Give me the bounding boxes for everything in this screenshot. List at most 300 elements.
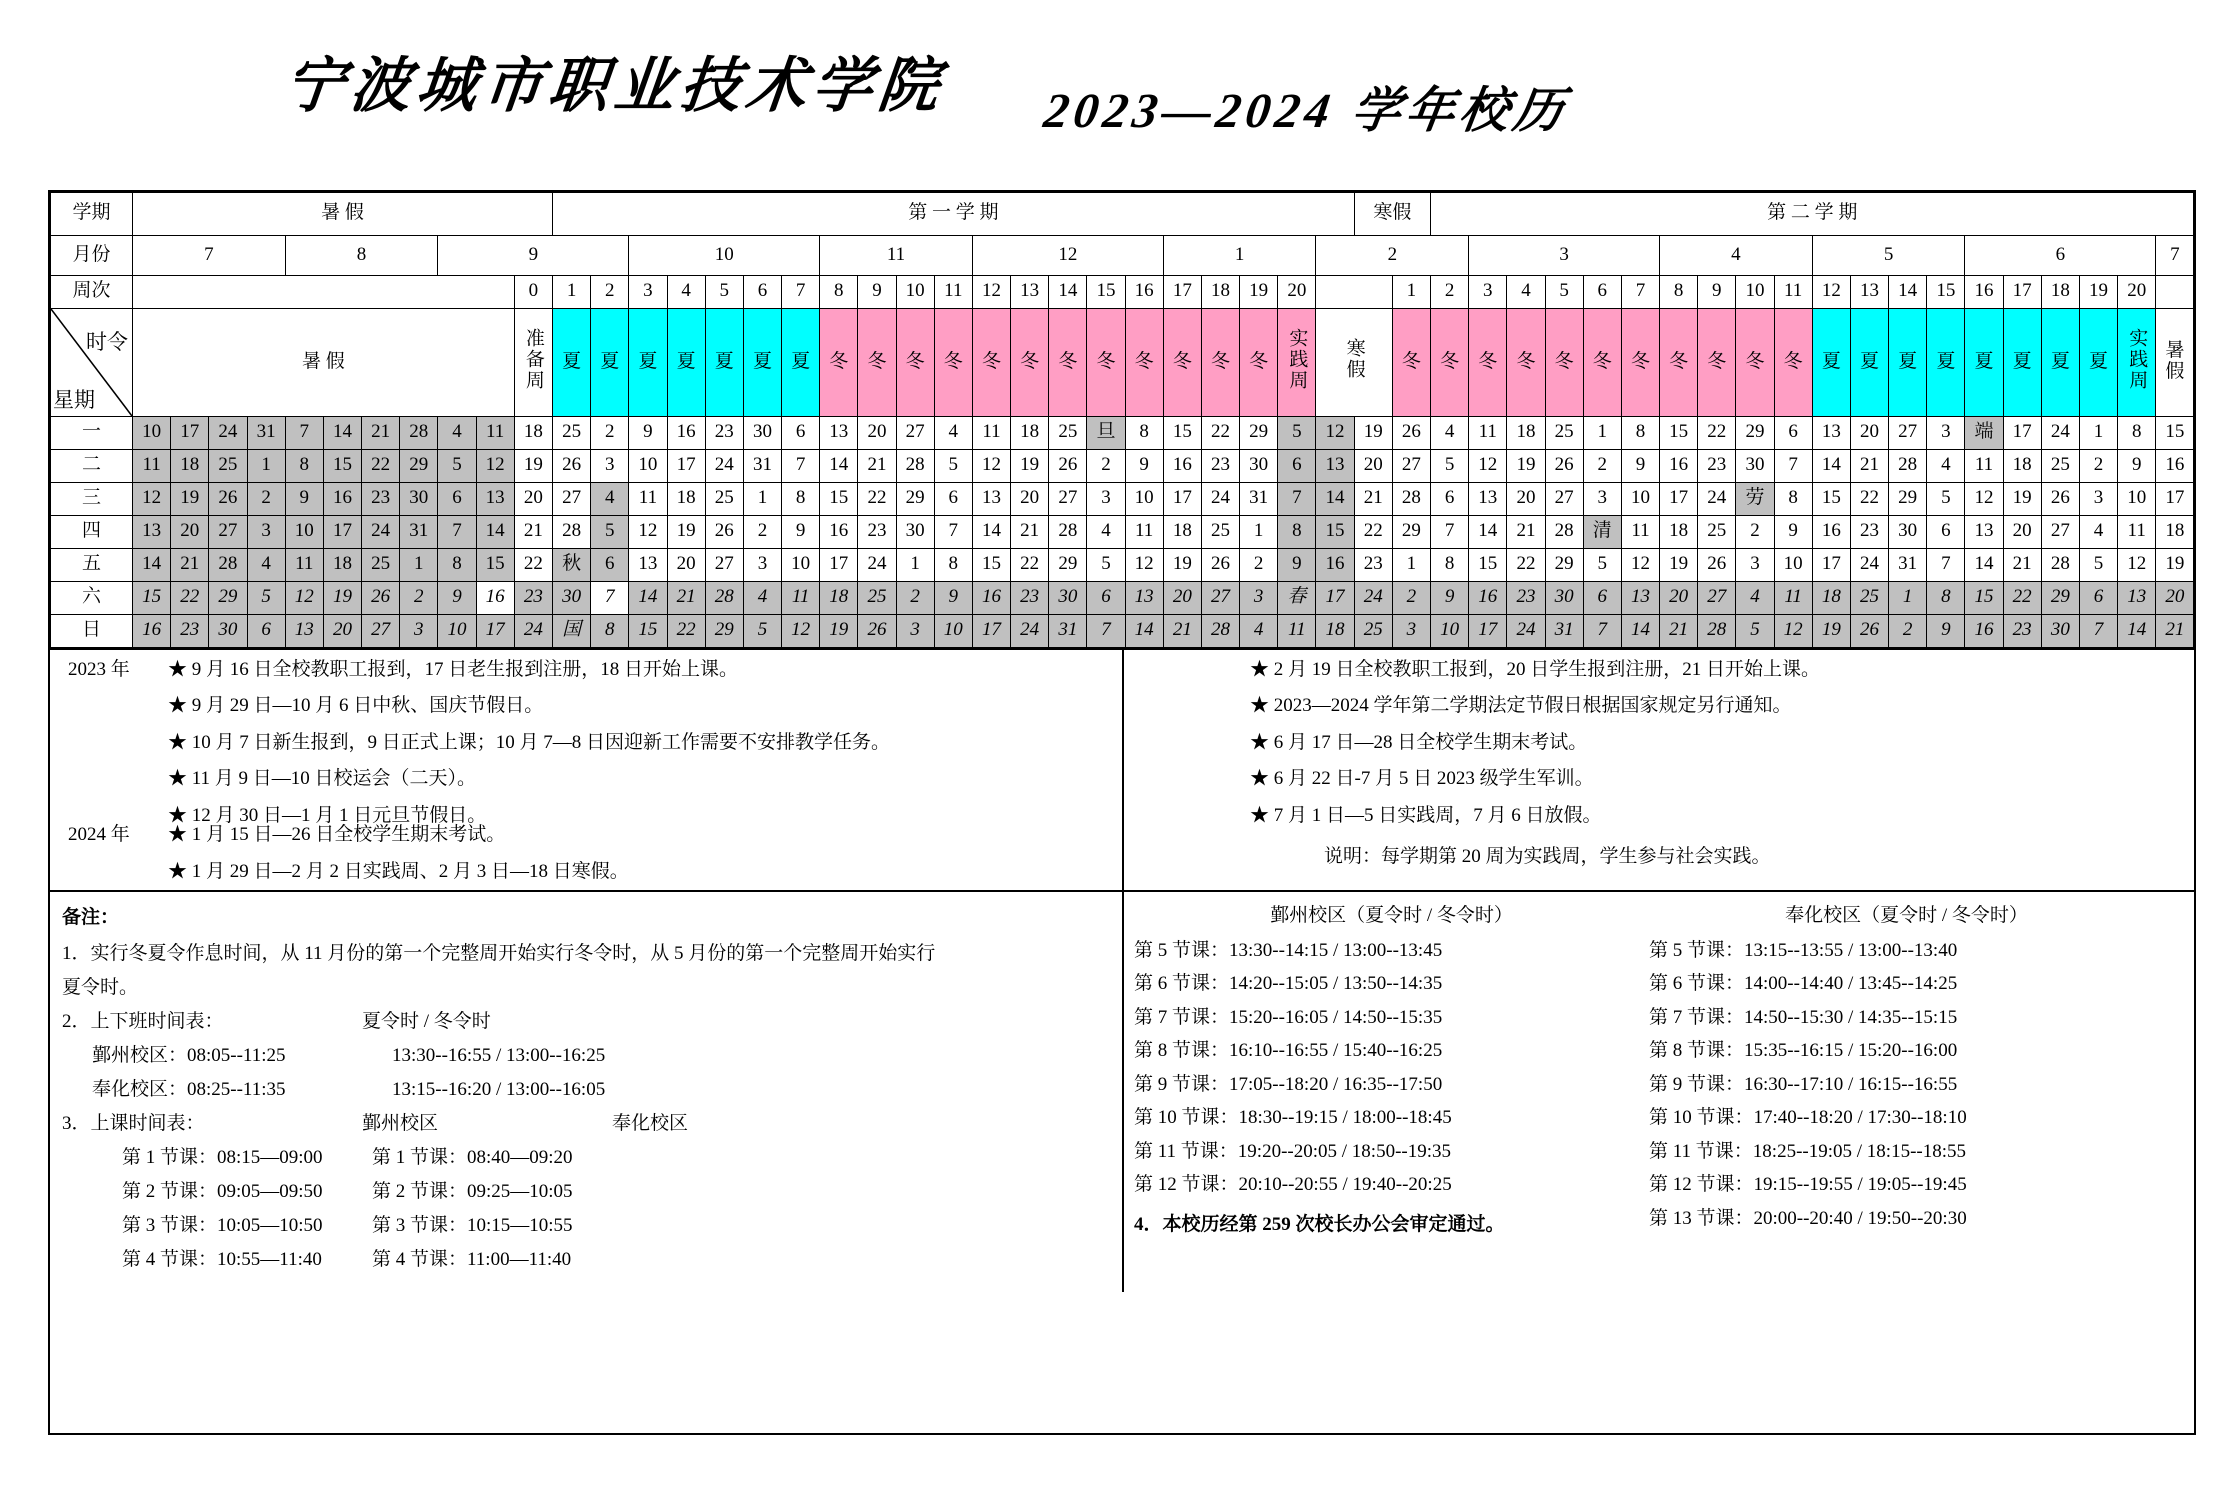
- day-cell: 25: [553, 416, 591, 449]
- day-cell: 7: [285, 416, 323, 449]
- day-cell: 16: [476, 581, 514, 614]
- day-cell: 7: [438, 515, 476, 548]
- day-cell: 31: [1545, 614, 1583, 647]
- day-cell: 11: [1469, 416, 1507, 449]
- morning-period-b: 第 2 节课：09:25—10:05: [372, 1180, 573, 1202]
- week-number-cell: 18: [2041, 275, 2079, 308]
- day-cell: 14: [2118, 614, 2156, 647]
- day-cell: 1: [743, 482, 781, 515]
- day-cell: 14: [1316, 482, 1354, 515]
- season-cell: 夏: [1812, 308, 1850, 416]
- weekday-label: 二: [51, 449, 133, 482]
- day-cell: 14: [1621, 614, 1659, 647]
- day-cell: 24: [1698, 482, 1736, 515]
- note-line: ★ 1 月 29 日—2 月 2 日实践周、2 月 3 日—18 日寒假。: [168, 860, 629, 882]
- day-cell: 24: [514, 614, 552, 647]
- season-cell: 冬: [1545, 308, 1583, 416]
- day-cell: 15: [972, 548, 1010, 581]
- day-cell: 11: [285, 548, 323, 581]
- note-line: ★ 12 月 30 日—1 月 1 日元旦节假日。: [168, 804, 487, 826]
- weekday-label: 一: [51, 416, 133, 449]
- week-number-cell: 20: [1278, 275, 1316, 308]
- weekday-row: [51, 581, 2194, 614]
- season-cell: 冬: [1736, 308, 1774, 416]
- day-cell: 17: [1660, 482, 1698, 515]
- day-cell: 20: [1850, 416, 1888, 449]
- remarks-item2-header-row: [62, 1012, 1112, 1031]
- day-cell: 25: [1201, 515, 1239, 548]
- day-cell: 24: [1354, 581, 1392, 614]
- season-row: [51, 308, 2194, 416]
- day-cell: 20: [514, 482, 552, 515]
- day-cell: 6: [934, 482, 972, 515]
- season-cell: 冬: [1163, 308, 1201, 416]
- day-cell: 7: [1927, 548, 1965, 581]
- month-cell: 10: [629, 235, 820, 275]
- day-cell: 3: [1583, 482, 1621, 515]
- period-line: 第 9 节课：16:30--17:10 / 16:15--16:55: [1649, 1073, 1958, 1095]
- day-cell: 4: [2079, 515, 2117, 548]
- month-cell: 7: [133, 235, 286, 275]
- day-cell: 4: [1240, 614, 1278, 647]
- weekday-row: [51, 449, 2194, 482]
- day-cell: 4: [1087, 515, 1125, 548]
- day-cell: 18: [2156, 515, 2194, 548]
- day-cell: 31: [743, 449, 781, 482]
- day-cell: 旦: [1087, 416, 1125, 449]
- semester-cell: 暑 假: [133, 193, 553, 236]
- day-cell: 17: [2003, 416, 2041, 449]
- morning-period-row: [62, 1182, 1112, 1201]
- note-line: ★ 6 月 22 日-7 月 5 日 2023 级学生军训。: [1250, 768, 1594, 790]
- day-cell: 22: [362, 449, 400, 482]
- day-cell: 10: [1621, 482, 1659, 515]
- approval-note: 4．本校历经第 259 次校长办公会审定通过。: [1134, 1213, 1505, 1235]
- day-cell: 24: [1850, 548, 1888, 581]
- day-cell: 25: [1545, 416, 1583, 449]
- day-cell: 17: [1163, 482, 1201, 515]
- day-cell: 17: [2156, 482, 2194, 515]
- day-cell: 15: [476, 548, 514, 581]
- day-cell: 7: [934, 515, 972, 548]
- day-cell: 14: [1965, 548, 2003, 581]
- work-campus: 奉化校区：08:25--11:35: [92, 1078, 286, 1100]
- day-cell: 21: [667, 581, 705, 614]
- notes-2023-block: [60, 660, 1114, 826]
- day-cell: 13: [1621, 581, 1659, 614]
- week-number-cell: 4: [667, 275, 705, 308]
- week-number-cell: 7: [1621, 275, 1659, 308]
- campus-b-label: 奉化校区: [612, 1112, 689, 1134]
- day-cell: 10: [133, 416, 171, 449]
- season-cell: 夏: [2003, 308, 2041, 416]
- day-cell: 20: [1507, 482, 1545, 515]
- month-row: [51, 235, 2194, 275]
- week-number-cell: 14: [1889, 275, 1927, 308]
- day-cell: 5: [438, 449, 476, 482]
- day-cell: 21: [1660, 614, 1698, 647]
- day-cell: 3: [2079, 482, 2117, 515]
- month-cell: 2: [1316, 235, 1469, 275]
- day-cell: 8: [1431, 548, 1469, 581]
- day-cell: 17: [476, 614, 514, 647]
- day-cell: 12: [1316, 416, 1354, 449]
- day-cell: 11: [2118, 515, 2156, 548]
- day-cell: 26: [1049, 449, 1087, 482]
- season-cell: 夏: [1965, 308, 2003, 416]
- month-cell: 8: [285, 235, 438, 275]
- note-line: ★ 10 月 7 日新生报到，9 日正式上课；10 月 7—8 日因迎新工作需要不安排教学任务。: [168, 731, 891, 753]
- day-cell: 31: [400, 515, 438, 548]
- season-cell: 冬: [1011, 308, 1049, 416]
- day-cell: 15: [1316, 515, 1354, 548]
- day-cell: 14: [1469, 515, 1507, 548]
- day-cell: 8: [1278, 515, 1316, 548]
- semester-cell: 第 二 学 期: [1431, 193, 2194, 236]
- day-cell: 27: [1889, 416, 1927, 449]
- day-cell: 5: [1278, 416, 1316, 449]
- week-number-cell: 6: [743, 275, 781, 308]
- morning-period-row: [62, 1148, 1112, 1167]
- day-cell: 5: [1431, 449, 1469, 482]
- period-line: 第 8 节课：16:10--16:55 / 15:40--16:25: [1134, 1040, 1443, 1062]
- week-number-cell: 16: [1125, 275, 1163, 308]
- day-cell: 27: [362, 614, 400, 647]
- day-cell: 21: [1011, 515, 1049, 548]
- week-number-cell: 16: [1965, 275, 2003, 308]
- day-cell: 24: [1201, 482, 1239, 515]
- day-cell: 4: [1736, 581, 1774, 614]
- day-cell: 30: [1889, 515, 1927, 548]
- day-cell: 27: [1392, 449, 1430, 482]
- day-cell: 4: [247, 548, 285, 581]
- week-blank-summer: [133, 275, 515, 308]
- day-cell: 29: [1049, 548, 1087, 581]
- day-cell: 19: [514, 449, 552, 482]
- remarks-heading: 备注：: [62, 906, 120, 928]
- day-cell: 1: [400, 548, 438, 581]
- day-cell: 16: [1163, 449, 1201, 482]
- notes-left-column: [50, 650, 1124, 890]
- season-cell: 实践周: [1278, 308, 1316, 416]
- day-cell: 26: [705, 515, 743, 548]
- week-number-cell: 8: [820, 275, 858, 308]
- morning-period-a: 第 1 节课：08:15—09:00: [122, 1146, 323, 1168]
- season-cell: 冬: [858, 308, 896, 416]
- day-cell: 15: [133, 581, 171, 614]
- day-cell: 12: [629, 515, 667, 548]
- day-cell: 23: [1507, 581, 1545, 614]
- day-cell: 17: [323, 515, 361, 548]
- summer-holiday-cell-right: 暑 假: [2156, 308, 2194, 416]
- day-cell: 1: [1240, 515, 1278, 548]
- weekday-label: 五: [51, 548, 133, 581]
- campus-a-label: 鄞州校区: [362, 1112, 439, 1134]
- week-number-cell: 13: [1011, 275, 1049, 308]
- day-cell: 25: [1850, 581, 1888, 614]
- month-row-label: 月份: [51, 235, 133, 275]
- day-cell: 6: [2079, 581, 2117, 614]
- week-number-cell: 4: [1507, 275, 1545, 308]
- day-cell: 8: [1621, 416, 1659, 449]
- period-line: 第 9 节课：17:05--18:20 / 16:35--17:50: [1134, 1073, 1443, 1095]
- week-blank-summer2: [2156, 275, 2194, 308]
- day-cell: 3: [743, 548, 781, 581]
- week-number-cell: 2: [1431, 275, 1469, 308]
- day-cell: 2: [1087, 449, 1125, 482]
- day-cell: 26: [1201, 548, 1239, 581]
- day-cell: 28: [2041, 548, 2079, 581]
- day-cell: 4: [1927, 449, 1965, 482]
- note-line: ★ 9 月 16 日全校教职工报到，17 日老生报到注册，18 日开始上课。: [168, 658, 739, 680]
- day-cell: 1: [896, 548, 934, 581]
- day-cell: 3: [1736, 548, 1774, 581]
- yinzhou-period-list: [1134, 941, 1649, 1195]
- day-cell: 端: [1965, 416, 2003, 449]
- semester-cell: 寒假: [1354, 193, 1430, 236]
- day-cell: 18: [1011, 416, 1049, 449]
- day-cell: 14: [1812, 449, 1850, 482]
- day-cell: 2: [1392, 581, 1430, 614]
- day-cell: 8: [591, 614, 629, 647]
- weekday-label: 日: [51, 614, 133, 647]
- day-cell: 2: [1889, 614, 1927, 647]
- day-cell: 8: [1927, 581, 1965, 614]
- season-cell: 夏: [591, 308, 629, 416]
- day-cell: 29: [2041, 581, 2079, 614]
- weekday-corner-label: 星期: [53, 387, 95, 412]
- day-cell: 22: [667, 614, 705, 647]
- morning-period-rows: [62, 1148, 1112, 1269]
- week-number-cell: 11: [934, 275, 972, 308]
- season-cell: 冬: [972, 308, 1010, 416]
- day-cell: 5: [1736, 614, 1774, 647]
- day-cell: 6: [1927, 515, 1965, 548]
- day-cell: 8: [2118, 416, 2156, 449]
- day-cell: 春: [1278, 581, 1316, 614]
- day-cell: 27: [2041, 515, 2079, 548]
- week-number-cell: 19: [2079, 275, 2117, 308]
- day-cell: 19: [1812, 614, 1850, 647]
- day-cell: 25: [705, 482, 743, 515]
- day-cell: 24: [858, 548, 896, 581]
- period-line: 第 7 节课：15:20--16:05 / 14:50--15:35: [1134, 1006, 1443, 1028]
- day-cell: 7: [1774, 449, 1812, 482]
- day-cell: 26: [2041, 482, 2079, 515]
- remarks-item1-line2: 夏令时。: [62, 976, 139, 998]
- day-cell: 15: [820, 482, 858, 515]
- day-cell: 20: [2003, 515, 2041, 548]
- day-cell: 6: [1774, 416, 1812, 449]
- morning-period-a: 第 4 节课：10:55—11:40: [122, 1248, 322, 1270]
- day-cell: 26: [1698, 548, 1736, 581]
- work-times: 13:15--16:20 / 13:00--16:05: [392, 1078, 606, 1100]
- day-cell: 秋: [553, 548, 591, 581]
- day-cell: 19: [820, 614, 858, 647]
- week-number-cell: 17: [1163, 275, 1201, 308]
- month-cell: 3: [1469, 235, 1660, 275]
- day-cell: 16: [1316, 548, 1354, 581]
- week-number-cell: 1: [1392, 275, 1430, 308]
- season-cell: 冬: [1125, 308, 1163, 416]
- morning-period-row: [62, 1250, 1112, 1269]
- weekday-label: 六: [51, 581, 133, 614]
- day-cell: 6: [1087, 581, 1125, 614]
- day-cell: 30: [2041, 614, 2079, 647]
- day-cell: 10: [629, 449, 667, 482]
- day-cell: 9: [1278, 548, 1316, 581]
- week-number-cell: 1: [553, 275, 591, 308]
- day-cell: 5: [247, 581, 285, 614]
- work-times: 13:30--16:55 / 13:00--16:25: [392, 1044, 606, 1066]
- day-cell: 23: [514, 581, 552, 614]
- day-cell: 26: [1545, 449, 1583, 482]
- week-number-cell: 8: [1660, 275, 1698, 308]
- season-cell: 冬: [1201, 308, 1239, 416]
- day-cell: 3: [1087, 482, 1125, 515]
- day-cell: 9: [1774, 515, 1812, 548]
- day-cell: 12: [476, 449, 514, 482]
- season-cell: 冬: [1583, 308, 1621, 416]
- day-cell: 24: [1011, 614, 1049, 647]
- school-name-title: 宁波城市职业技术学院: [281, 53, 948, 119]
- day-cell: 17: [1812, 548, 1850, 581]
- day-cell: 21: [1507, 515, 1545, 548]
- day-cell: 13: [285, 614, 323, 647]
- month-cell: 7: [2156, 235, 2194, 275]
- week-number-cell: 12: [972, 275, 1010, 308]
- day-cell: 5: [2079, 548, 2117, 581]
- day-cell: 2: [1736, 515, 1774, 548]
- week-number-cell: 0: [514, 275, 552, 308]
- day-cell: 27: [896, 416, 934, 449]
- fenghua-schedule-column: [1649, 900, 2164, 1286]
- weekday-row: [51, 548, 2194, 581]
- day-cell: 23: [1850, 515, 1888, 548]
- day-cell: 23: [171, 614, 209, 647]
- day-cell: 4: [438, 416, 476, 449]
- day-cell: 24: [2041, 416, 2079, 449]
- day-cell: 6: [438, 482, 476, 515]
- weekday-row: [51, 614, 2194, 647]
- day-cell: 13: [133, 515, 171, 548]
- day-cell: 2: [1240, 548, 1278, 581]
- day-cell: 5: [743, 614, 781, 647]
- day-cell: 18: [820, 581, 858, 614]
- day-cell: 21: [1163, 614, 1201, 647]
- day-cell: 29: [896, 482, 934, 515]
- practice-week-explanation: 说明：每学期第 20 周为实践周，学生参与社会实践。: [1324, 846, 1771, 868]
- period-line: 第 6 节课：14:00--14:40 / 13:45--14:25: [1649, 973, 1958, 995]
- day-cell: 24: [209, 416, 247, 449]
- day-cell: 10: [2118, 482, 2156, 515]
- day-cell: 29: [400, 449, 438, 482]
- remarks-left-column: [50, 892, 1124, 1292]
- season-cell: 准备周: [514, 308, 552, 416]
- week-number-cell: 20: [2118, 275, 2156, 308]
- week-number-cell: 9: [858, 275, 896, 308]
- semester-cell: 第 一 学 期: [553, 193, 1355, 236]
- semester-row: [51, 193, 2194, 236]
- week-number-cell: 15: [1927, 275, 1965, 308]
- remarks-right-column: [1124, 892, 2194, 1292]
- day-cell: 22: [1201, 416, 1239, 449]
- day-cell: 22: [171, 581, 209, 614]
- period-line: 第 13 节课：20:00--20:40 / 19:50--20:30: [1649, 1207, 1967, 1229]
- season-cell: 实践周: [2118, 308, 2156, 416]
- yinzhou-campus-title: 鄞州校区（夏令时 / 冬令时）: [1270, 904, 1513, 926]
- day-cell: 24: [362, 515, 400, 548]
- notes-2024-block: [60, 825, 1114, 881]
- day-cell: 1: [1889, 581, 1927, 614]
- day-cell: 22: [1698, 416, 1736, 449]
- day-cell: 11: [1125, 515, 1163, 548]
- day-cell: 13: [820, 416, 858, 449]
- season-corner-label: 时令: [86, 329, 128, 354]
- day-cell: 13: [972, 482, 1010, 515]
- day-cell: 10: [1431, 614, 1469, 647]
- day-cell: 21: [2003, 548, 2041, 581]
- day-cell: 13: [1965, 515, 2003, 548]
- day-cell: 24: [705, 449, 743, 482]
- day-cell: 12: [285, 581, 323, 614]
- week-number-cell: 5: [1545, 275, 1583, 308]
- day-cell: 15: [1163, 416, 1201, 449]
- week-number-cell: 18: [1201, 275, 1239, 308]
- day-cell: 13: [1812, 416, 1850, 449]
- period-line: 第 10 节课：18:30--19:15 / 18:00--18:45: [1134, 1107, 1452, 1129]
- day-cell: 6: [1431, 482, 1469, 515]
- day-cell: 28: [896, 449, 934, 482]
- week-number-cell: 3: [1469, 275, 1507, 308]
- day-cell: 26: [1850, 614, 1888, 647]
- day-cell: 8: [438, 548, 476, 581]
- day-cell: 12: [1621, 548, 1659, 581]
- week-number-cell: 9: [1698, 275, 1736, 308]
- day-cell: 国: [553, 614, 591, 647]
- season-weekday-corner: [51, 308, 133, 416]
- day-cell: 24: [1507, 614, 1545, 647]
- season-cell: 冬: [1507, 308, 1545, 416]
- season-cell: 夏: [553, 308, 591, 416]
- day-cell: 27: [1049, 482, 1087, 515]
- day-cell: 9: [438, 581, 476, 614]
- season-cell: 夏: [2041, 308, 2079, 416]
- day-cell: 18: [1163, 515, 1201, 548]
- morning-period-a: 第 3 节课：10:05—10:50: [122, 1214, 323, 1236]
- yinzhou-schedule-column: [1134, 900, 1649, 1286]
- day-cell: 27: [1545, 482, 1583, 515]
- season-cell: 冬: [1392, 308, 1430, 416]
- day-cell: 6: [1583, 581, 1621, 614]
- day-cell: 22: [1011, 548, 1049, 581]
- day-cell: 14: [1125, 614, 1163, 647]
- day-cell: 8: [1125, 416, 1163, 449]
- day-cell: 16: [1812, 515, 1850, 548]
- day-cell: 3: [247, 515, 285, 548]
- day-cell: 11: [1774, 581, 1812, 614]
- day-cell: 7: [1431, 515, 1469, 548]
- day-cell: 1: [2079, 416, 2117, 449]
- month-cell: 1: [1163, 235, 1316, 275]
- notes-section: [50, 648, 2194, 890]
- day-cell: 21: [514, 515, 552, 548]
- day-cell: 29: [705, 614, 743, 647]
- day-cell: 22: [1850, 482, 1888, 515]
- year-2023-label: 2023 年: [68, 658, 130, 680]
- day-cell: 21: [1354, 482, 1392, 515]
- season-cell: 夏: [1850, 308, 1888, 416]
